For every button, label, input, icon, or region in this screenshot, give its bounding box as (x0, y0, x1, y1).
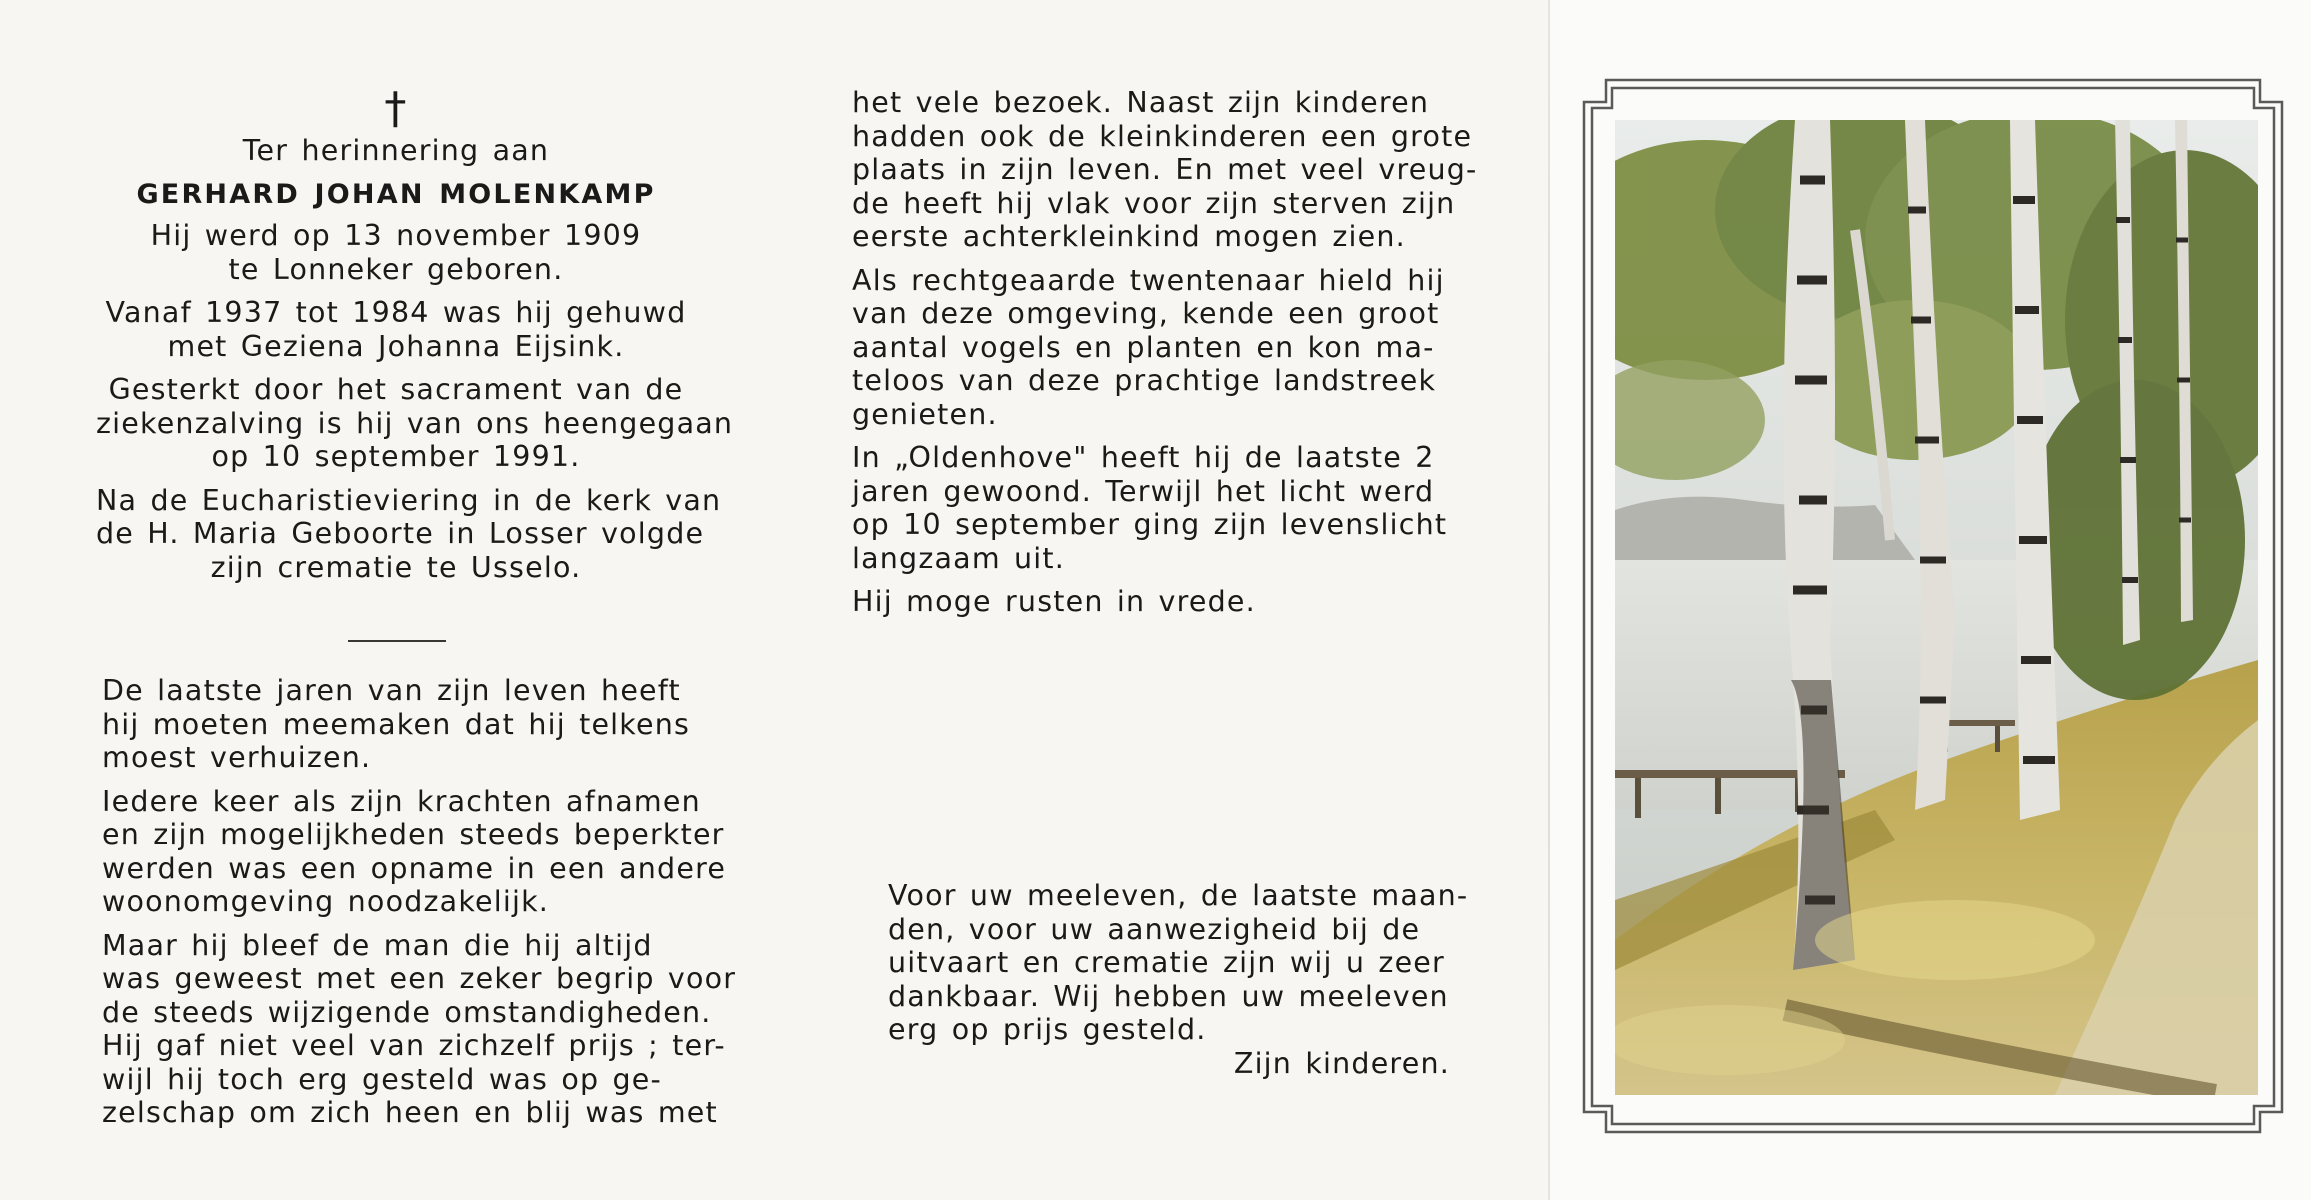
text-line: te Lonneker geboren. (228, 252, 564, 286)
thanks-block (888, 879, 1469, 1080)
biography-paragraph (102, 674, 702, 775)
text-line: zijn crematie te Usselo. (210, 550, 582, 584)
divider-rule (348, 640, 446, 642)
text-line: moest verhuizen. (102, 741, 372, 774)
thanks-paragraph (888, 879, 1469, 1047)
text-line: Vanaf 1937 tot 1984 was hij gehuwd (105, 296, 687, 329)
text-line: woonomgeving noodzakelijk. (102, 885, 550, 918)
cross-icon: † (384, 83, 408, 134)
text-line: erg op prijs gesteld. (888, 1013, 1207, 1046)
deceased-name: GERHARD JOHAN MOLENKAMP (136, 178, 656, 210)
text-line: hadden ook de kleinkinderen een grote (852, 119, 1473, 153)
text-line: dankbaar. Wij hebben uw meeleven (888, 979, 1449, 1013)
biography-left (102, 674, 737, 1140)
text-line: de H. Maria Geboorte in Losser volgde (96, 517, 705, 550)
text-line: het vele bezoek. Naast zijn kinderen (852, 86, 1430, 119)
text-line: den, voor uw aanwezigheid bij de (888, 912, 1421, 946)
text-line: Hij moge rusten in vrede. (852, 585, 1256, 618)
signoff: Zijn kinderen. (1233, 1046, 1450, 1080)
text-line: Na de Eucharistieviering in de kerk van (96, 483, 722, 517)
text-line: Als rechtgeaarde twentenaar hield hij (852, 263, 1445, 297)
text-line: Voor uw meeleven, de laatste maan- (888, 879, 1469, 912)
death-paragraph (96, 373, 734, 474)
birth-paragraph (96, 219, 696, 286)
text-line: wijl hij toch erg gesteld was op ge- (102, 1062, 663, 1096)
text-line: teloos van deze prachtige landstreek (852, 364, 1437, 397)
text-line: en zijn mogelijkheden steeds beperkter (102, 818, 725, 851)
text-line: ziekenzalving is hij van ons heengegaan (96, 406, 734, 440)
text-line: Maar hij bleef de man die hij altijd (102, 928, 653, 962)
text-line: Hij gaf niet veel van zichzelf prijs ; ter- (102, 1029, 726, 1062)
text-line: Gesterkt door het sacrament van de (108, 373, 684, 406)
biography-right (852, 86, 1478, 629)
biography-paragraph (852, 86, 1478, 254)
text-line: hij moeten meemaken dat hij telkens (102, 707, 691, 741)
text-line: werden was een opname in een andere (102, 851, 727, 885)
text-line: langzaam uit. (852, 541, 1066, 575)
text-line: genieten. (852, 397, 998, 431)
biography-paragraph (852, 264, 1446, 432)
birch-lake-photo (1615, 120, 2258, 1095)
text-line: In „Oldenhove" heeft hij de laatste 2 (852, 441, 1435, 474)
text-line: de heeft hij vlak voor zijn sterven zijn (852, 186, 1456, 220)
biography-paragraph (852, 585, 1446, 619)
text-line: met Geziena Johanna Eijsink. (167, 329, 625, 363)
text-line: Hij werd op 13 november 1909 (150, 219, 642, 252)
announcement-block (96, 83, 734, 594)
text-line: was geweest met een zeker begrip voor (102, 962, 737, 995)
text-line: plaats in zijn leven. En met veel vreug- (852, 153, 1478, 186)
text-line: aantal vogels en planten en kon ma- (852, 330, 1435, 364)
marriage-paragraph (96, 296, 696, 363)
text-line: jaren gewoond. Terwijl het licht werd (852, 474, 1435, 508)
text-line: Iedere keer als zijn krachten afnamen (102, 784, 701, 818)
funeral-paragraph (96, 483, 722, 585)
text-line: De laatste jaren van zijn leven heeft (102, 674, 681, 707)
text-line: uitvaart en crematie zijn wij u zeer (888, 946, 1445, 979)
text-line: op 10 september ging zijn levenslicht (852, 508, 1448, 541)
text-line: van deze omgeving, kende een groot (852, 297, 1440, 330)
text-line: eerste achterkleinkind mogen zien. (852, 220, 1406, 253)
biography-paragraph (102, 784, 727, 919)
biography-paragraph (852, 441, 1446, 575)
text-line: op 10 september 1991. (211, 440, 581, 473)
intro-line: Ter herinnering aan (242, 134, 550, 167)
biography-paragraph (102, 928, 737, 1130)
text-line: de steeds wijzigende omstandigheden. (102, 995, 712, 1029)
text-line: zelschap om zich heen en blij was met (102, 1096, 718, 1129)
